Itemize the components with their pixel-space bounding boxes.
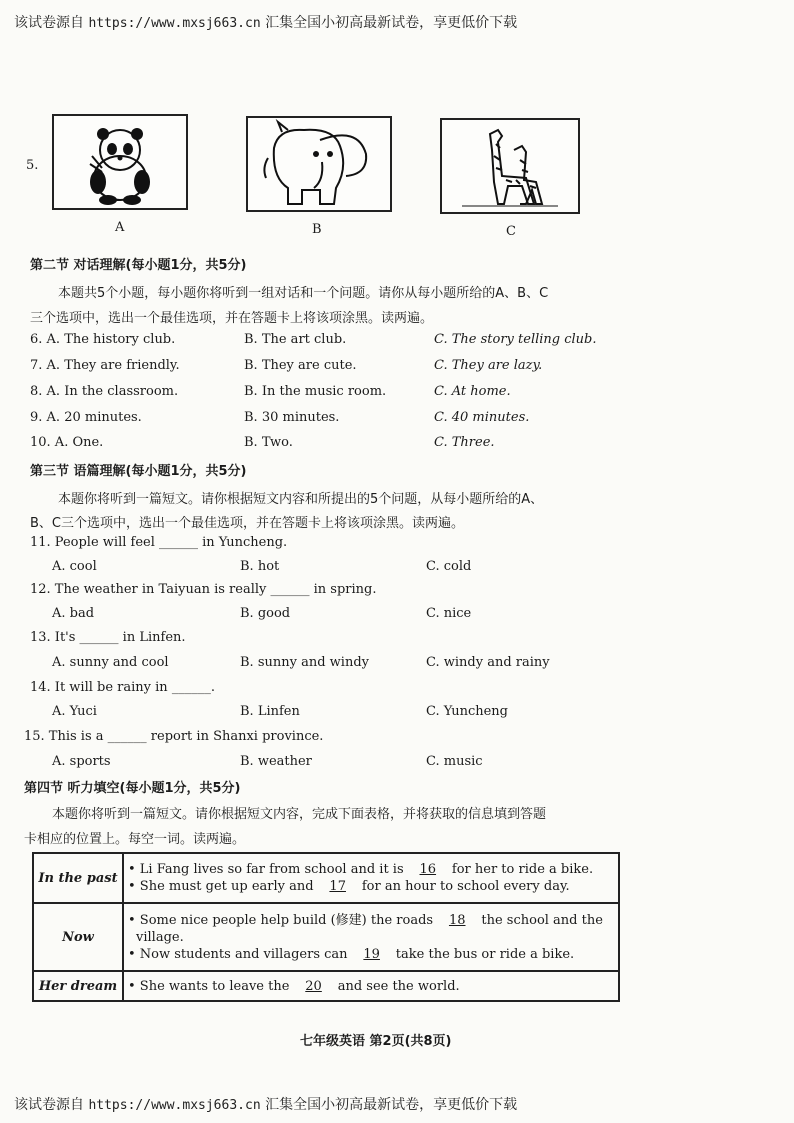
line-text: • Li Fang lives so far from school and it is	[128, 862, 408, 877]
q11-option-a: A. cool	[52, 559, 97, 574]
line-text: for an hour to school every day.	[357, 879, 570, 894]
table-line	[128, 978, 614, 995]
blank-20: 20	[305, 978, 322, 994]
section4-title: 第四节 听力填空(每小题1分，共5分)	[24, 781, 241, 796]
table-line	[128, 929, 614, 946]
q7-option-c: C. They are lazy.	[434, 358, 543, 373]
header-tagline: 汇集全国小初高最新试卷，享更低价下载	[265, 15, 518, 31]
q12-stem: 12. The weather in Taiyuan is really ______ in spring.	[30, 582, 377, 597]
q11-option-c: C. cold	[426, 559, 472, 574]
q5-option-c-label: C	[506, 224, 516, 239]
q10-option-b: B. Two.	[244, 435, 293, 450]
source-footer	[14, 1094, 517, 1114]
q8-option-b: B. In the music room.	[244, 384, 387, 399]
giraffe-icon	[442, 120, 578, 212]
line-text: take the bus or ride a bike.	[391, 946, 575, 962]
line-text: • She wants to leave the	[128, 978, 294, 994]
table-row	[33, 903, 619, 971]
listening-fill-table	[32, 852, 620, 1002]
q8-option-a: 8. A. In the classroom.	[30, 384, 179, 399]
q13-option-c: C. windy and rainy	[426, 655, 550, 670]
q12-option-a: A. bad	[52, 606, 95, 621]
q12-option-c: C. nice	[426, 606, 472, 621]
section3-instruction-line1: 本题你将听到一篇短文。请你根据短文内容和所提出的5个问题，从每小题所给的A、	[58, 492, 544, 507]
row-content-past	[123, 853, 619, 903]
blank-18: 18	[448, 912, 466, 928]
line-text: • Now students and villagers can	[128, 946, 352, 962]
page-number: 七年级英语 第2页(共8页)	[300, 1034, 452, 1049]
q6-option-b: B. The art club.	[244, 332, 347, 347]
section3-title: 第三节 语篇理解(每小题1分，共5分)	[30, 464, 247, 479]
q15-option-a: A. sports	[52, 754, 111, 769]
q11-option-b: B. hot	[240, 559, 280, 574]
section2-instruction-line1: 本题共5个小题，每小题你将听到一组对话和一个问题。请你从每小题所给的A、B、C	[58, 286, 549, 301]
q5-option-b-label: B	[312, 222, 322, 237]
q8-option-c: C. At home.	[434, 384, 511, 399]
q12-option-b: B. good	[240, 606, 291, 621]
q6-option-a: 6. A. The history club.	[30, 332, 176, 347]
q14-option-a: A. Yuci	[52, 704, 97, 719]
line-text: the school and the	[477, 912, 603, 928]
q14-option-b: B. Linfen	[240, 704, 300, 719]
line-text: village.	[136, 929, 184, 945]
blank-16: 16	[419, 862, 437, 877]
q5-option-c-picture	[440, 118, 580, 214]
q11-stem: 11. People will feel ______ in Yuncheng.	[30, 535, 288, 550]
row-label-now: Now	[33, 903, 123, 971]
q14-stem: 14. It will be rainy in ______.	[30, 680, 215, 695]
blank-19: 19	[363, 946, 380, 962]
q5-option-a-label: A	[115, 220, 125, 235]
q9-option-c: C. 40 minutes.	[434, 410, 530, 425]
q13-stem: 13. It's ______ in Linfen.	[30, 630, 186, 645]
q9-option-a: 9. A. 20 minutes.	[30, 410, 142, 425]
blank-17: 17	[329, 879, 346, 894]
table-row	[33, 971, 619, 1001]
section4-instruction-line1: 本题你将听到一篇短文。请你根据短文内容，完成下面表格，并将获取的信息填到答题	[52, 807, 547, 822]
q10-option-c: C. Three.	[434, 435, 495, 450]
line-text: for her to ride a bike.	[447, 862, 594, 877]
q15-option-c: C. music	[426, 754, 483, 769]
footer-source: 该试卷源自	[14, 1097, 84, 1113]
row-label-past: In the past	[33, 853, 123, 903]
q7-option-a: 7. A. They are friendly.	[30, 358, 180, 373]
line-text: and see the world.	[333, 978, 460, 994]
q15-stem: 15. This is a ______ report in Shanxi province.	[24, 729, 324, 744]
row-label-dream: Her dream	[33, 971, 123, 1001]
q5-number: 5.	[26, 158, 39, 173]
footer-tagline: 汇集全国小初高最新试卷，享更低价下载	[265, 1097, 518, 1113]
section3-instruction-line2: B、C三个选项中，选出一个最佳选项，并在答题卡上将该项涂黑。读两遍。	[30, 516, 464, 531]
section4-instruction-line2: 卡相应的位置上。每空一词。读两遍。	[24, 832, 246, 847]
line-text: • She must get up early and	[128, 879, 318, 894]
q6-option-c: C. The story telling club.	[434, 332, 597, 347]
table-row	[33, 853, 619, 903]
header-source: 该试卷源自	[14, 15, 84, 31]
row-content-dream	[123, 971, 619, 1001]
q7-option-b: B. They are cute.	[244, 358, 357, 373]
q5-option-b-picture	[246, 116, 392, 212]
q15-option-b: B. weather	[240, 754, 312, 769]
source-header	[14, 12, 517, 32]
table-line	[128, 861, 614, 878]
table-line	[128, 878, 614, 895]
footer-url-link[interactable]: https://www.mxsj663.cn	[88, 1098, 261, 1113]
panda-icon	[54, 116, 186, 208]
q14-option-c: C. Yuncheng	[426, 704, 508, 719]
q9-option-b: B. 30 minutes.	[244, 410, 340, 425]
table-line	[128, 912, 614, 929]
table-line	[128, 946, 614, 963]
q13-option-a: A. sunny and cool	[52, 655, 169, 670]
row-content-now	[123, 903, 619, 971]
section2-instruction-line2: 三个选项中，选出一个最佳选项，并在答题卡上将该项涂黑。读两遍。	[30, 311, 434, 326]
q5-option-a-picture	[52, 114, 188, 210]
q10-option-a: 10. A. One.	[30, 435, 104, 450]
elephant-icon	[248, 118, 390, 210]
line-text: • Some nice people help build (修建) the roads	[128, 912, 438, 928]
header-url-link[interactable]: https://www.mxsj663.cn	[88, 16, 261, 31]
section2-title: 第二节 对话理解(每小题1分，共5分)	[30, 258, 247, 273]
q13-option-b: B. sunny and windy	[240, 655, 369, 670]
